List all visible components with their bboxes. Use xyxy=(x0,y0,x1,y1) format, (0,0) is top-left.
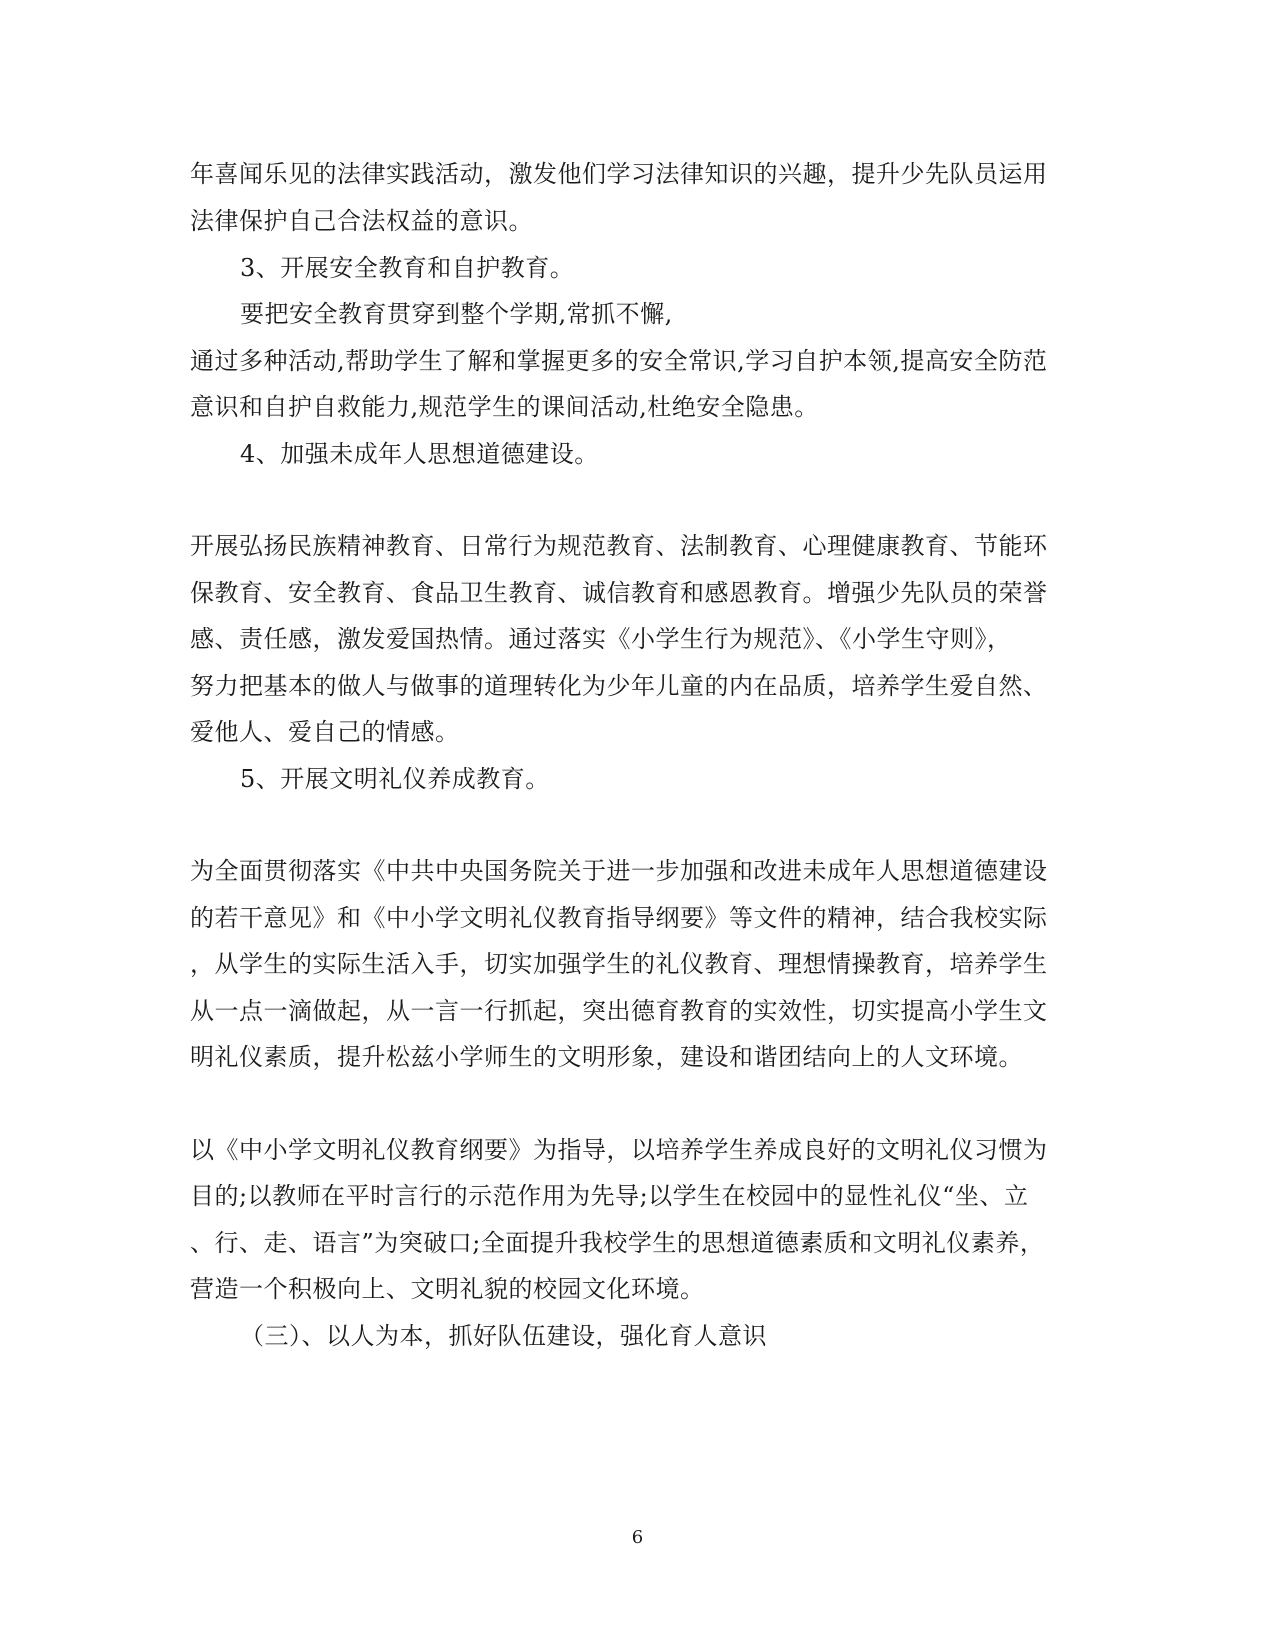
text-line: 法律保护自己合法权益的意识。 xyxy=(190,207,533,235)
text-line: 努力把基本的做人与做事的道理转化为少年儿童的内在品质，培养学生爱自然、 xyxy=(190,672,1048,700)
text-line: 、行、走、语言”为突破口;全面提升我校学生的思想道德素质和文明礼仪素养， xyxy=(190,1229,1045,1257)
page-number: 6 xyxy=(631,1527,644,1548)
text-line: 开展弘扬民族精神教育、日常行为规范教育、法制教育、心理健康教育、节能环 xyxy=(190,532,1048,560)
section-heading: 5、开展文明礼仪养成教育。 xyxy=(240,765,550,793)
text-line: 通过多种活动,帮助学生了解和掌握更多的安全常识,学习自护本领,提高安全防范 xyxy=(190,347,1048,375)
text-line: 以《中小学文明礼仪教育纲要》为指导，以培养学生养成良好的文明礼仪习惯为 xyxy=(190,1136,1048,1164)
section-heading: 4、加强未成年人思想道德建设。 xyxy=(240,440,599,468)
text-line: 保教育、安全教育、食品卫生教育、诚信教育和感恩教育。增强少先队员的荣誉 xyxy=(190,579,1048,607)
text-line: ，从学生的实际生活入手，切实加强学生的礼仪教育、理想情操教育，培养学生 xyxy=(190,950,1048,978)
text-line: 明礼仪素质，提升松兹小学师生的文明形象，建设和谐团结向上的人文环境。 xyxy=(190,1043,1023,1071)
text-line: 感、责任感，激发爱国热情。通过落实《小学生行为规范》、《小学生守则》， xyxy=(190,625,1012,653)
section-heading: （三）、以人为本，抓好队伍建设，强化育人意识 xyxy=(240,1322,767,1350)
text-line: 要把安全教育贯穿到整个学期,常抓不懈, xyxy=(240,300,673,328)
text-line: 意识和自护自救能力,规范学生的课间活动,杜绝安全隐患。 xyxy=(190,393,819,421)
text-line: 营造一个积极向上、文明礼貌的校园文化环境。 xyxy=(190,1275,705,1303)
text-line: 年喜闻乐见的法律实践活动，激发他们学习法律知识的兴趣，提升少先队员运用 xyxy=(190,160,1048,188)
text-line: 爱他人、爱自己的情感。 xyxy=(190,718,460,746)
text-line: 为全面贯彻落实《中共中央国务院关于进一步加强和改进未成年人思想道德建设 xyxy=(190,857,1048,885)
text-line: 从一点一滴做起，从一言一行抓起，突出德育教育的实效性，切实提高小学生文 xyxy=(190,997,1048,1025)
text-line: 目的;以教师在平时言行的示范作用为先导;以学生在校园中的显性礼仪“坐、立 xyxy=(190,1182,1029,1210)
section-heading: 3、开展安全教育和自护教育。 xyxy=(240,254,575,282)
text-line: 的若干意见》和《中小学文明礼仪教育指导纲要》等文件的精神，结合我校实际 xyxy=(190,904,1048,932)
